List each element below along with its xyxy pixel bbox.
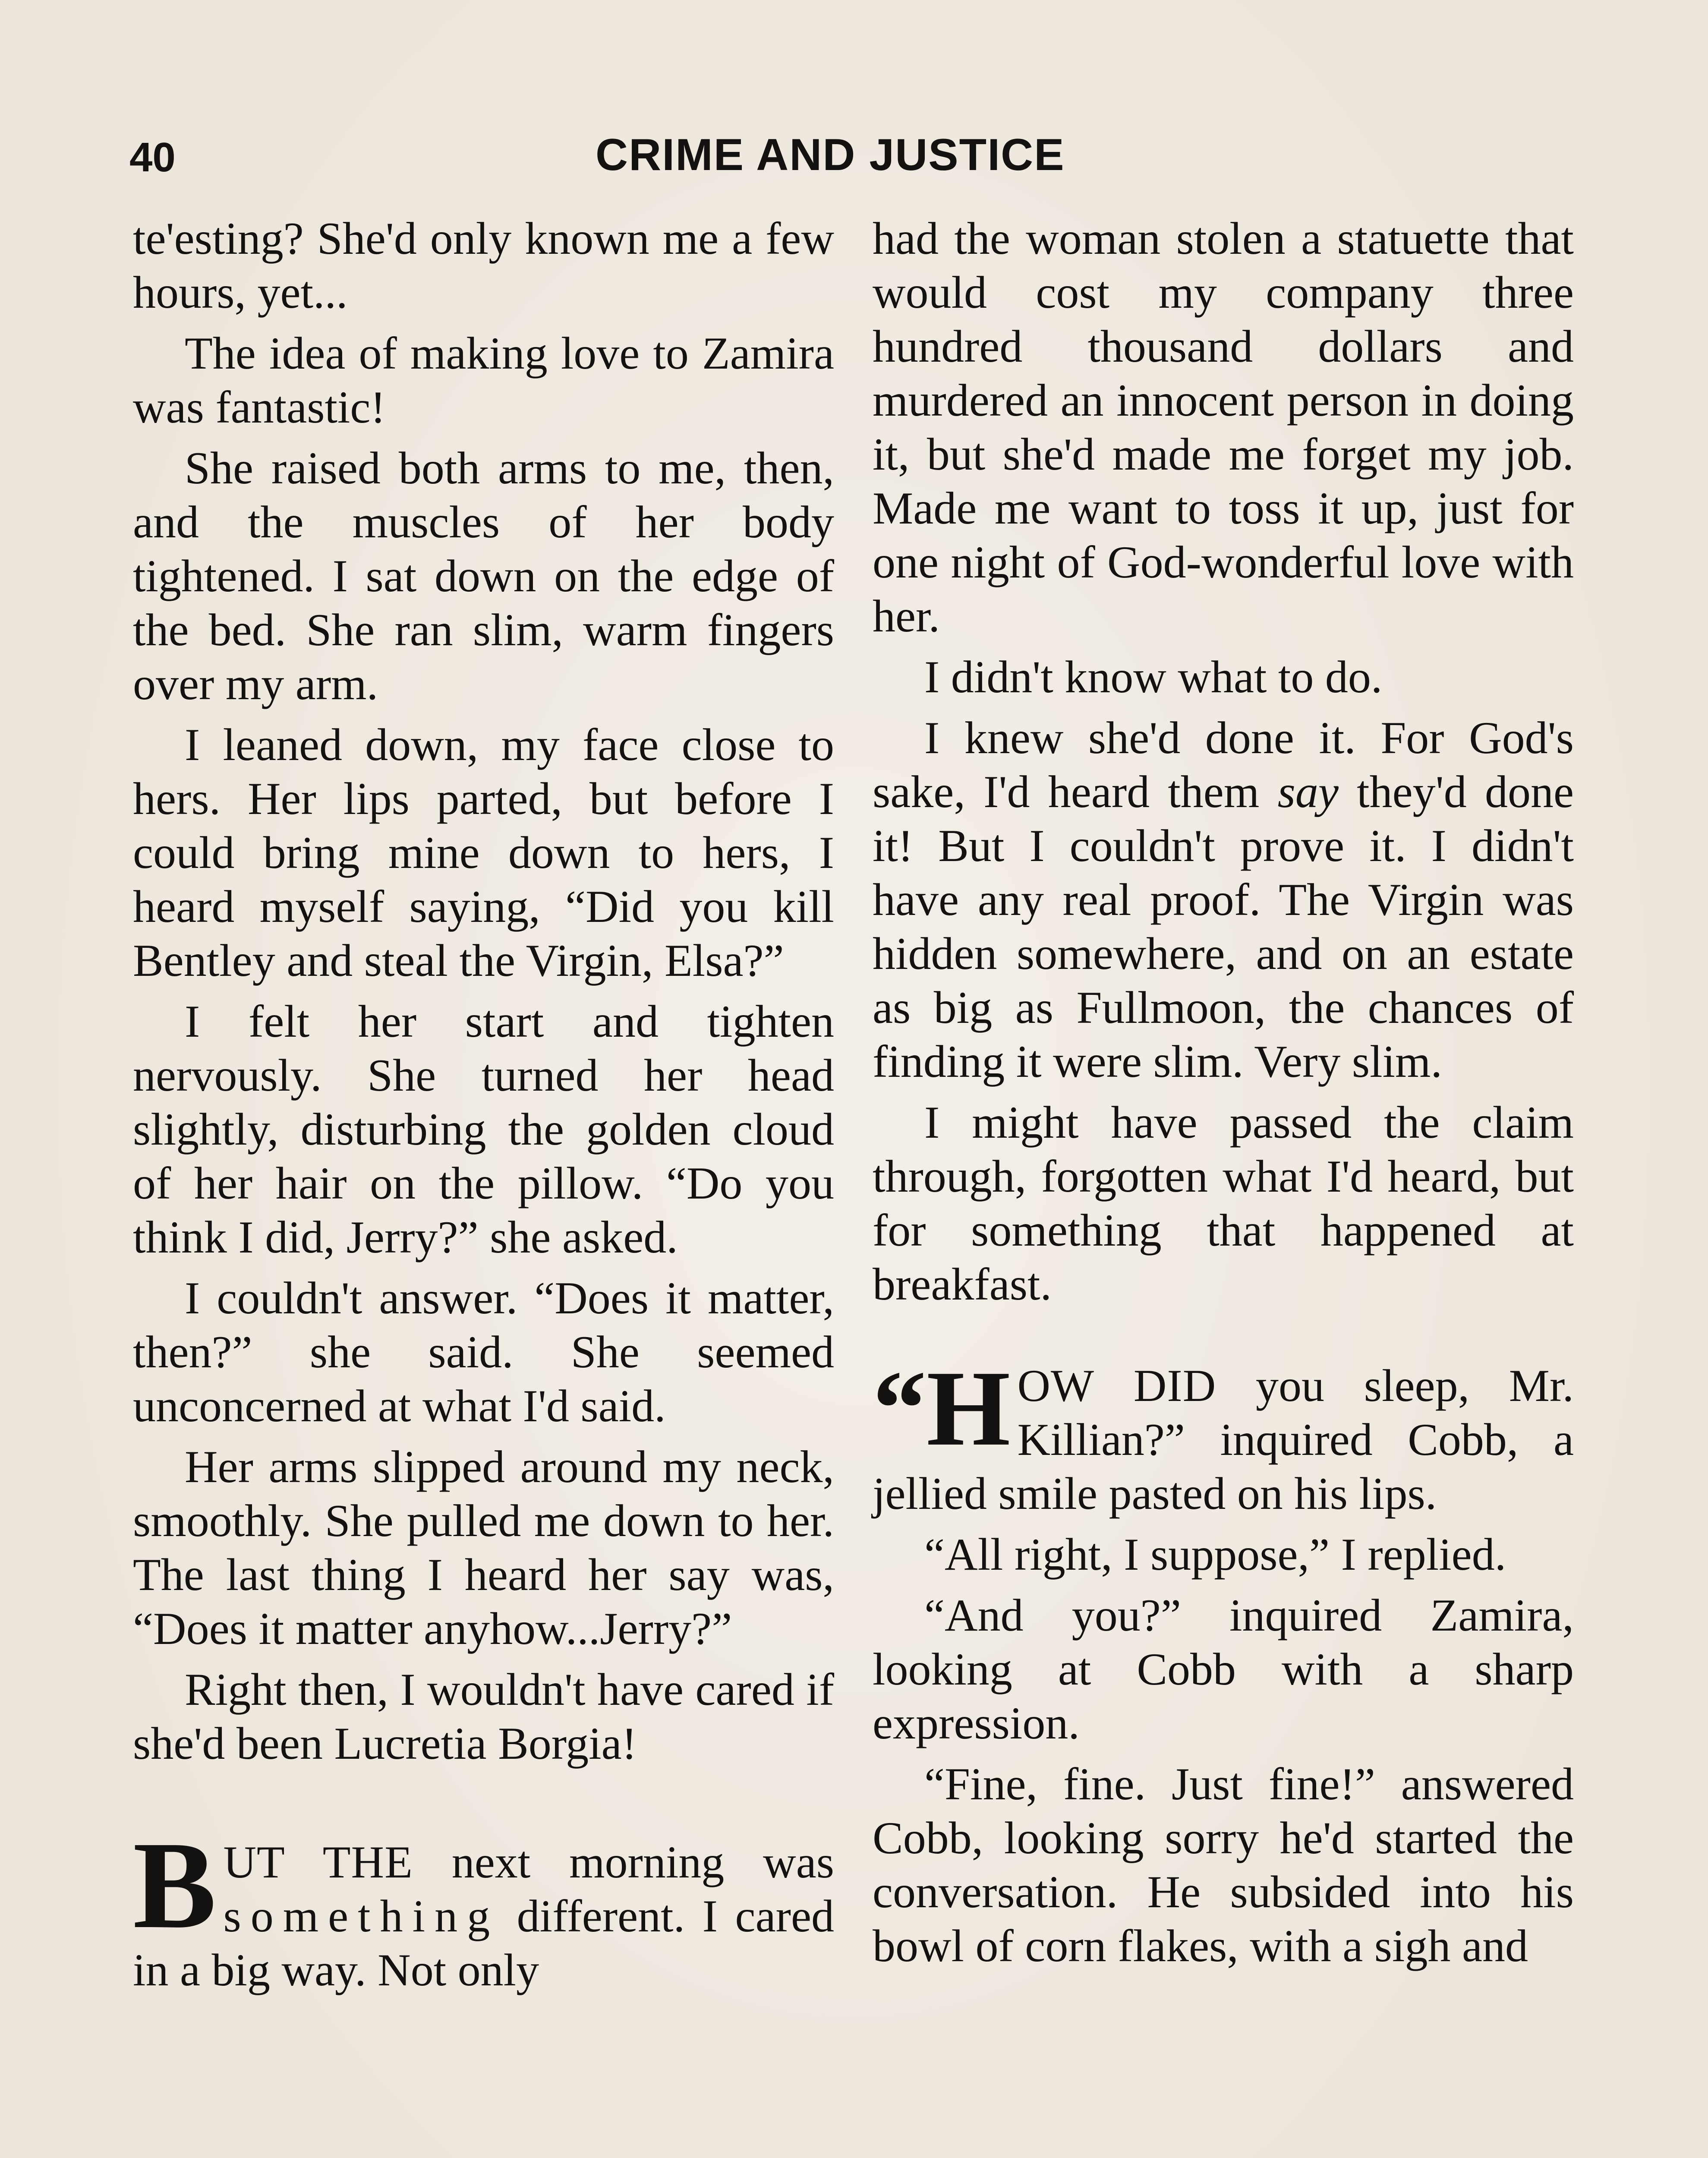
paragraph-text: they'd done it! But I couldn't prove it. I didn't have any real proof. The Virgin was hidden somewhere, and on an estate as big as Fullmoon, the chances of finding it were slim. Very slim. [873,767,1574,1087]
paragraph: “And you?” inquired Zamira, looking at Cobb with a sharp expression. [873,1590,1574,1748]
drop-cap: B [133,1816,217,1954]
paragraph: “Fine, fine. Just fine!” answered Cobb, looking sorry he'd started the conversation. He subsided into his bowl of corn flakes, with a sigh and [873,1759,1574,1971]
drop-cap: “H [873,1349,1011,1468]
section-opening-paragraph [133,1816,834,1997]
paragraph: had the woman stolen a statuette that would cost my company three hundred thousand dollars and murdered an innocent person in doing it, but she'd made me forget my job. Made me want to toss it up, just for one night of God-wonderful love with her. [873,213,1574,641]
paragraph-text: I knew she'd done it. For God's sake, I'd heard them [873,713,1574,817]
paragraph-text: next morning was [451,1837,834,1887]
paragraph: “All right, I suppose,” I replied. [924,1529,1506,1580]
paragraph: te'esting? She'd only known me a few hours, yet... [133,213,834,318]
paragraph: I didn't know what to do. [924,652,1383,702]
letterspaced-word: something [223,1891,500,1941]
running-head: CRIME AND JUSTICE [596,130,1065,180]
paragraph: I leaned down, my face close to hers. Her lips parted, but before I could bring mine down to hers, I heard myself saying, “Did you kill Bentley and steal the Virgin, Elsa?” [133,719,834,986]
paragraph-text: different. I cared in a big way. Not only [133,1891,834,1995]
emphasized-word: say [1277,767,1339,817]
small-caps-lead: OW DID [1017,1360,1216,1411]
left-column [133,211,834,1997]
paragraph-text: you sleep, Mr. Killian?” inquired Cobb, a jellied smile pasted on his lips. [873,1360,1574,1519]
paragraph: She raised both arms to me, then, and the muscles of her body tightened. I sat down on the edge of the bed. She ran slim, warm fingers over my arm. [133,443,834,709]
paragraph: I might have passed the claim through, forgotten what I'd heard, but for something that happened at breakfast. [873,1097,1574,1309]
paragraph: I couldn't answer. “Does it matter, then?” she said. She seemed unconcerned at what I'd said. [133,1273,834,1431]
section-opening-paragraph [873,1349,1574,1521]
paragraph: I felt her start and tighten nervously. She turned her head slightly, disturbing the golden cloud of her hair on the pillow. “Do you think I did, Jerry?” she asked. [133,996,834,1262]
right-column [873,211,1574,1973]
page-header [129,125,1597,199]
paragraph: Right then, I wouldn't have cared if she'd been Lucretia Borgia! [133,1664,834,1769]
paragraph: The idea of making love to Zamira was fantastic! [133,328,834,432]
small-caps-lead: UT THE [223,1837,413,1887]
paragraph: Her arms slipped around my neck, smoothly. She pulled me down to her. The last thing I heard her say was, “Does it matter anyhow...Jerry?” [133,1442,834,1654]
page-number: 40 [129,134,176,180]
paragraph [873,711,1574,1088]
